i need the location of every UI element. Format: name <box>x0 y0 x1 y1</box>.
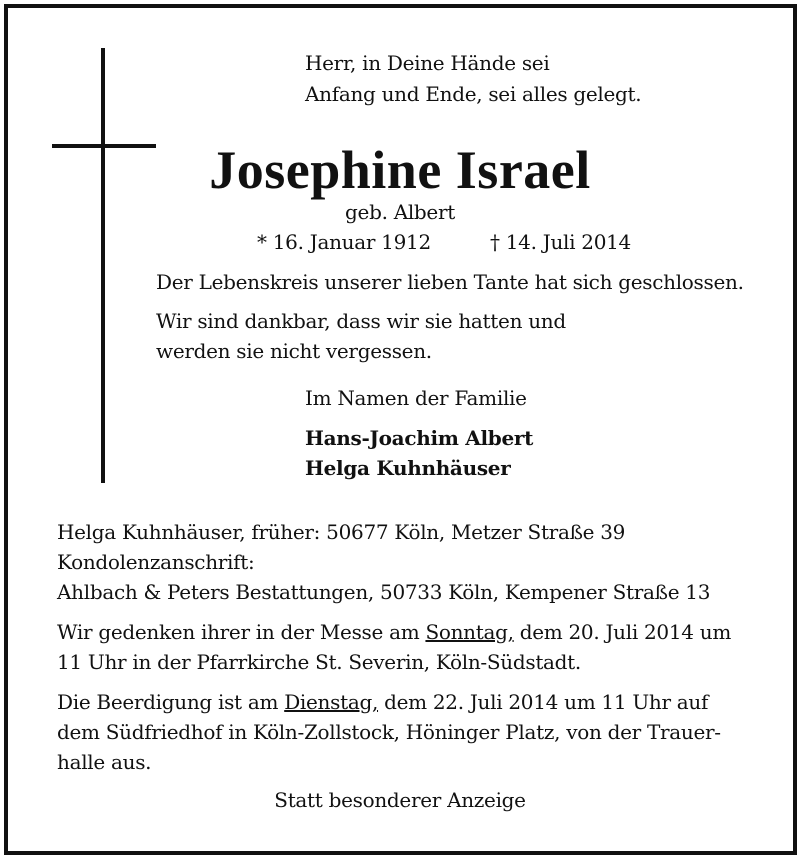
birth-date: * 16. Januar 1912 <box>257 230 431 254</box>
mass-line-2: 11 Uhr in der Pfarrkirche St. Severin, Köln-Südstadt. <box>57 650 581 674</box>
signoff-name-2: Helga Kuhnhäuser <box>305 456 511 480</box>
signoff-name-1: Hans-Joachim Albert <box>305 426 534 450</box>
mass-day: Sonntag, <box>425 620 514 644</box>
address-line-3: Ahlbach & Peters Bestattungen, 50733 Köln, Kempener Straße 13 <box>57 580 711 604</box>
address-line-2: Kondolenzanschrift: <box>57 550 255 574</box>
burial-line-2: dem Südfriedhof in Köln-Zollstock, Höninger Platz, von der Trauer- <box>57 720 721 744</box>
verse-line-2: Anfang und Ende, sei alles gelegt. <box>305 82 642 106</box>
mass-post: dem 20. Juli 2014 um <box>513 620 732 644</box>
message-line-1: Der Lebenskreis unserer lieben Tante hat sich geschlossen. <box>156 270 744 294</box>
mass-pre: Wir gedenken ihrer in der Messe am <box>57 620 426 644</box>
burial-pre: Die Beerdigung ist am <box>57 690 285 714</box>
footer-note: Statt besonderer Anzeige <box>274 788 526 812</box>
cross-icon <box>101 48 105 483</box>
message-line-2: Wir sind dankbar, dass wir sie hatten und <box>156 309 566 333</box>
death-date: † 14. Juli 2014 <box>490 230 631 254</box>
verse-line-1: Herr, in Deine Hände sei <box>305 51 550 75</box>
signoff-intro: Im Namen der Familie <box>305 386 527 410</box>
burial-post: dem 22. Juli 2014 um 11 Uhr auf <box>378 690 709 714</box>
burial-line-1 <box>57 687 708 717</box>
message-line-3: werden sie nicht vergessen. <box>156 339 432 363</box>
maiden-name: geb. Albert <box>345 200 455 224</box>
mass-line-1 <box>57 617 731 647</box>
burial-day: Dienstag, <box>284 690 379 714</box>
address-line-1: Helga Kuhnhäuser, früher: 50677 Köln, Metzer Straße 39 <box>57 520 626 544</box>
deceased-name: Josephine Israel <box>209 140 591 200</box>
burial-line-3: halle aus. <box>57 750 152 774</box>
